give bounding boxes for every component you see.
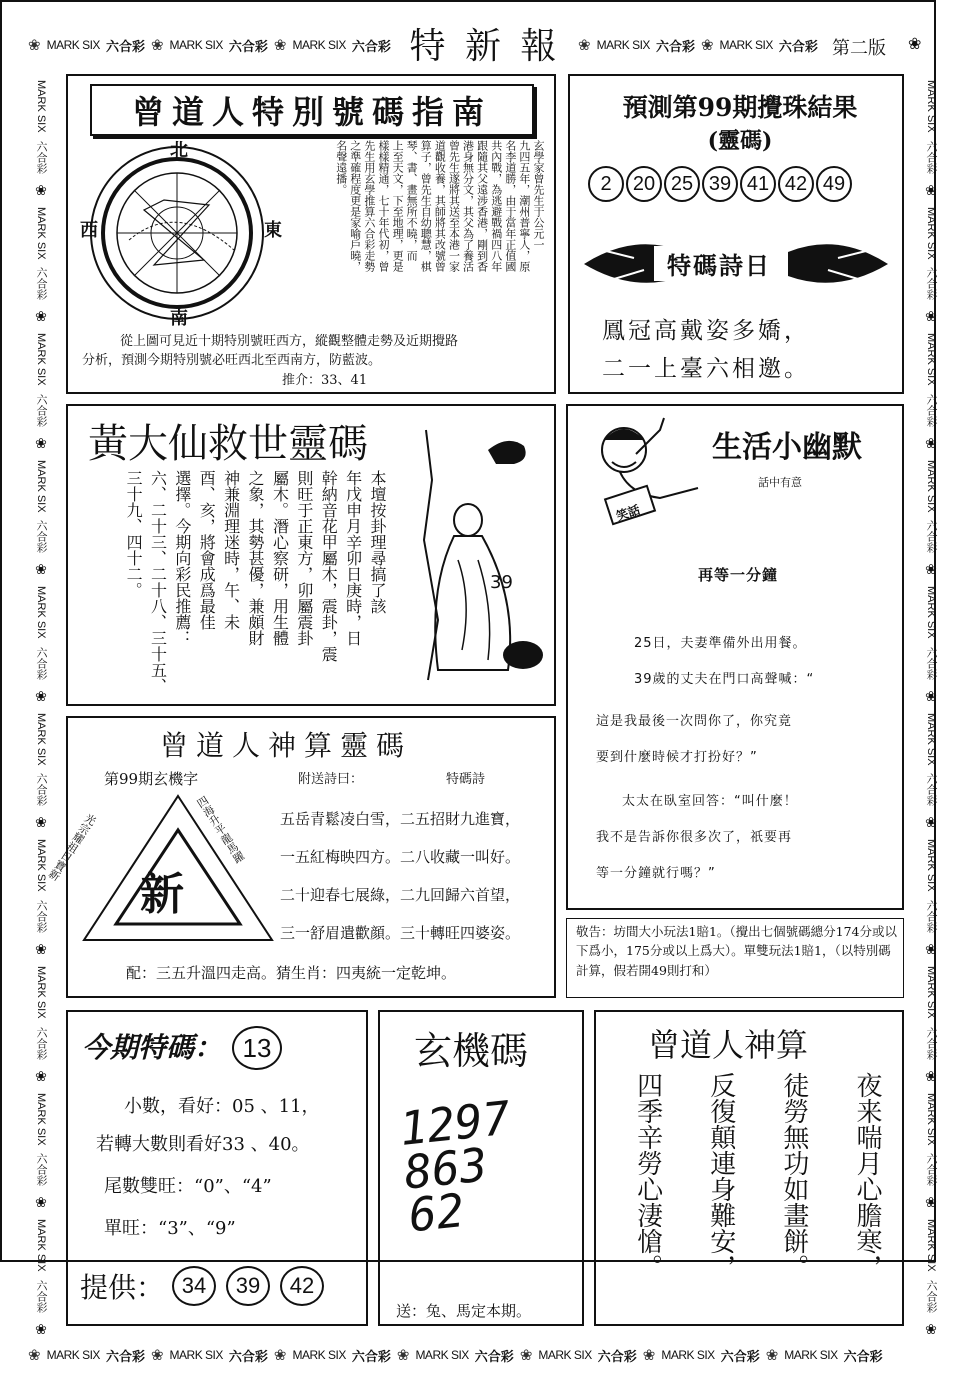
provide-ball: 42 (280, 1266, 324, 1306)
brand-en: MARK SIX (925, 586, 937, 639)
immortal-figure-illustration (398, 420, 548, 690)
brand-cn: 六合彩 (35, 140, 47, 174)
brand-cn: 六合彩 (228, 1348, 268, 1364)
brand-en: MARK SIX (925, 712, 937, 766)
guide-intro (282, 140, 544, 320)
flower-icon: ❀ (925, 1067, 937, 1084)
brand-cn: 六合彩 (228, 38, 268, 54)
brand-cn: 六合彩 (474, 1348, 514, 1364)
guide-intro-col: 港身無分文，其父為了養活 (461, 140, 475, 272)
flower-icon: ❀ (700, 37, 714, 54)
guide-analysis-1: 從上圖可見近十期特別號旺西方，縱觀整體走勢及近期攪路 (120, 334, 459, 349)
provide-label: 提供： (80, 1271, 165, 1304)
brand-en: MARK SIX (415, 1348, 469, 1362)
brand-en: MARK SIX (35, 712, 47, 766)
poem-title: 特碼詩日 (654, 246, 784, 281)
shen-col: 四季辛勞心淒愴。 (632, 1072, 663, 1280)
flower-icon: ❀ (925, 308, 937, 325)
shen-col: 反復顛連身難安， (705, 1072, 736, 1280)
brand-en: MARK SIX (661, 1348, 715, 1362)
left-brand-band (28, 80, 54, 1337)
shen-col: 徒勞無功如畫餅。 (778, 1072, 809, 1280)
brand-cn: 六合彩 (105, 1348, 145, 1364)
guide-intro-col: 玄學家曾先生于公元一 (532, 140, 545, 250)
compass-west: 西 (80, 220, 98, 241)
flower-icon: ❀ (925, 687, 937, 704)
flower-icon: ❀ (28, 1347, 41, 1364)
brand-cn: 六合彩 (925, 1279, 937, 1313)
flower-icon: ❀ (35, 1194, 47, 1211)
brand-en: MARK SIX (292, 1348, 346, 1362)
brand-cn: 六合彩 (720, 1348, 760, 1364)
special-number: 13 (232, 1026, 282, 1070)
brand-cn: 六合彩 (925, 393, 937, 427)
wong-col: 酉、亥，將會成爲最佳 (197, 470, 217, 630)
poem-line-2: 二一上臺六相邀。 (602, 356, 810, 382)
brand-en: MARK SIX (35, 586, 47, 639)
forecast-ball: 20 (626, 166, 662, 202)
brand-en: MARK SIX (925, 80, 937, 133)
brand-cn: 六合彩 (35, 267, 47, 301)
forecast-ball: 2 (588, 166, 624, 202)
page-number: 第二版 (832, 38, 886, 59)
special-line-3: 尾數雙旺：“0”、“4” (104, 1176, 272, 1197)
triangle-right-text: 四海升平龍馬躍 (193, 793, 247, 866)
story-line: 25日，夫妻準備外出用餐。 (634, 636, 807, 651)
flower-icon: ❀ (273, 1347, 287, 1364)
guide-intro-col: 琴、書、畫無所不曉，而 (405, 140, 419, 261)
brand-cn: 六合彩 (35, 1026, 47, 1060)
guide-title: 曾道人特別號碼指南 (90, 84, 534, 136)
brand-cn: 六合彩 (35, 646, 47, 680)
forecast-ball: 25 (664, 166, 700, 202)
brand-cn: 六合彩 (925, 520, 937, 554)
flower-icon: ❀ (35, 941, 47, 958)
wong-col: 之象，其勢甚優，兼頗財 (246, 470, 266, 646)
brand-en: MARK SIX (35, 839, 47, 893)
flower-icon: ❀ (35, 308, 47, 325)
guide-analysis-2: 分析，預測今期特別號必旺西北至西南方，防藍波。 (82, 353, 382, 368)
guide-intro-col: 名李道勝，由于當年正值國 (503, 140, 517, 272)
poem-label: 附送詩曰： (298, 772, 364, 787)
shensuan-line: 一五紅梅映四方。二八收藏一叫好。 (280, 848, 521, 866)
poem-line-1: 鳳冠高戴姿多嬌， (602, 318, 810, 344)
forecast-title: 預測第99期攪珠結果 (622, 93, 858, 122)
guide-intro-col: 道觀收養，其師將其改號曾 (433, 140, 447, 272)
brand-cn: 六合彩 (35, 1279, 47, 1313)
wong-col: 三十九、四十二。 (124, 470, 144, 598)
flower-icon: ❀ (35, 687, 47, 704)
humor-title: 生活小幽默 (712, 430, 862, 465)
xuanji-footer: 送：兔、馬定本期。 (396, 1302, 532, 1320)
flower-icon: ❀ (578, 37, 591, 54)
wong-col: 本壇按卦理尋搞了該 (368, 470, 387, 614)
wong-col: 屬木。潛心察研，用生體 (270, 470, 290, 646)
triangle-character: 新 (140, 869, 184, 920)
guide-intro-col: 九四五年，潮州普寧人，原 (517, 140, 531, 272)
brand-en: MARK SIX (719, 38, 773, 52)
compass-north: 北 (170, 140, 188, 161)
brand-cn: 六合彩 (35, 393, 47, 427)
brand-en: MARK SIX (925, 966, 937, 1019)
special-line-4: 單旺：“3”、“9” (104, 1218, 236, 1239)
brand-cn: 六合彩 (925, 646, 937, 680)
brand-cn: 六合彩 (925, 773, 937, 807)
guide-intro-col: 先生用玄學推算六合彩走勢 (362, 140, 376, 272)
shensuan-line: 二十迎春七展綠，二九回歸六首望， (280, 886, 521, 904)
brand-en: MARK SIX (925, 333, 937, 386)
special-line-2: 若轉大數則看好33 、40。 (96, 1134, 310, 1155)
flower-icon: ❀ (35, 434, 47, 451)
shensuan-issue: 第99期玄機字 (104, 770, 199, 788)
brand-cn: 六合彩 (843, 1348, 883, 1364)
compass-east: 東 (264, 220, 282, 241)
brand-en: MARK SIX (925, 1219, 937, 1272)
handwritten-numbers: 1297 863 62 (396, 1090, 513, 1243)
joke-badge: 笑話 (614, 502, 642, 524)
story-line: 等一分鐘就行嗎？” (596, 866, 716, 881)
image-number: 39 (490, 572, 513, 593)
poem-tag: 特碼詩 (446, 772, 486, 787)
guide-intro-col: 之準確程度更是家喻戶曉， (348, 140, 362, 272)
shen-poem (632, 1072, 882, 1312)
guide-intro-col: 上至天文，下至地理，更是 (391, 140, 405, 272)
notice-text: 敬告：坊間大小玩法1賠1。（攪出七個號碼總分174分或以下爲小，175分或以上爲大）。單雙玩法1賠1，（以特別碼計算，假若開49則打和） (576, 924, 898, 978)
humor-subtitle: 話中有意 (758, 476, 802, 489)
forecast-ball: 39 (702, 166, 738, 202)
forecast-subtitle: (靈碼) (707, 128, 773, 154)
flower-icon: ❀ (925, 181, 937, 198)
wong-col: 六、二十三、二十八、三十五、 (148, 470, 168, 694)
xuanji-title: 玄機碼 (414, 1029, 529, 1073)
flower-icon: ❀ (925, 1320, 937, 1337)
brand-cn: 六合彩 (597, 1348, 637, 1364)
brand-en: MARK SIX (925, 1092, 937, 1146)
brand-cn: 六合彩 (925, 140, 937, 174)
forecast-ball: 49 (816, 166, 852, 202)
story-line: 要到什麼時候才打扮好？” (596, 750, 758, 765)
guide-intro-col: 跟隨其父遠涉香港，剛到香 (475, 140, 489, 272)
guide-intro-col: 曾先生遂將其送至本港一家 (447, 140, 461, 272)
guide-intro-col: 樣樣精通，七十年代初，曾 (376, 140, 390, 272)
special-title: 今期特碼： (82, 1031, 223, 1064)
forecast-ball: 42 (778, 166, 814, 202)
provide-ball: 39 (226, 1266, 270, 1306)
flower-icon: ❀ (925, 561, 937, 578)
flower-icon: ❀ (35, 181, 47, 198)
triangle-left-text: 光宗耀祖日寶新 (45, 811, 99, 883)
compass-diagram (84, 140, 270, 326)
brand-en: MARK SIX (169, 38, 223, 52)
flower-icon: ❀ (35, 1320, 47, 1337)
flower-icon: ❀ (35, 1067, 47, 1084)
brand-en: MARK SIX (925, 839, 937, 893)
brand-en: MARK SIX (538, 1348, 592, 1362)
story-line: 我不是告訴你很多次了，祇要再 (596, 830, 793, 845)
brand-en: MARK SIX (925, 459, 937, 513)
brand-en: MARK SIX (596, 38, 650, 52)
brand-en: MARK SIX (46, 38, 100, 52)
wong-col: 幹納音花甲屬木，震卦，震 (319, 470, 339, 662)
flower-icon: ❀ (28, 37, 41, 54)
wong-col: 年戊申月辛卯日庚時，日 (343, 470, 363, 646)
brand-en: MARK SIX (35, 1092, 47, 1146)
brand-en: MARK SIX (35, 333, 47, 386)
flower-icon: ❀ (925, 1194, 937, 1211)
provide-ball: 34 (172, 1266, 216, 1306)
bottom-brand-band (28, 1342, 928, 1368)
flower-icon: ❀ (150, 37, 164, 54)
forecast-balls (588, 166, 888, 202)
brand-cn: 六合彩 (35, 520, 47, 554)
flower-icon: ❀ (925, 814, 937, 831)
brand-en: MARK SIX (169, 1348, 223, 1362)
flower-icon: ❀ (908, 34, 922, 53)
forecast-ball: 41 (740, 166, 776, 202)
brand-cn: 六合彩 (925, 267, 937, 301)
flower-icon: ❀ (273, 37, 287, 54)
brand-en: MARK SIX (925, 206, 937, 260)
flower-icon: ❀ (396, 1347, 410, 1364)
wong-title: 黃大仙救世靈碼 (88, 421, 368, 467)
brand-cn: 六合彩 (35, 773, 47, 807)
right-brand-band (918, 80, 944, 1337)
story-line: 太太在臥室回答：“叫什麼！ (622, 794, 798, 809)
brand-en: MARK SIX (35, 966, 47, 1019)
wong-col: 則旺于正東方，卯屬震卦 (294, 470, 314, 646)
brand-cn: 六合彩 (105, 38, 145, 54)
wong-col: 神兼淵理迷時，午、未 (221, 470, 241, 630)
story-title: 再等一分鐘 (698, 566, 779, 584)
brand-en: MARK SIX (35, 459, 47, 513)
brand-en: MARK SIX (35, 1219, 47, 1272)
top-brand-band-right (578, 32, 826, 58)
brand-en: MARK SIX (46, 1348, 100, 1362)
story-line: 39歲的丈夫在門口高聲喊：“ (634, 672, 815, 687)
guide-intro-col: 算子，曾先生自幼聰慧，棋 (419, 140, 433, 272)
shensuan-line: 五岳青鬆凌白雪，二五招財九進寶， (280, 810, 521, 828)
brand-cn: 六合彩 (351, 1348, 391, 1364)
shensuan-footer: 配：三五升溫四走高。猜生肖：四夷統一定乾坤。 (126, 964, 457, 982)
flower-icon: ❀ (150, 1347, 164, 1364)
shen-title: 曾道人神算 (648, 1026, 809, 1064)
guide-intro-col: 名聲遠播。 (334, 140, 348, 195)
brand-cn: 六合彩 (655, 38, 695, 54)
flower-icon: ❀ (642, 1347, 656, 1364)
brand-cn: 六合彩 (351, 38, 391, 54)
flower-icon: ❀ (765, 1347, 779, 1364)
top-brand-band-left (28, 32, 391, 58)
wong-col: 選擇。今期向彩民推薦： (172, 470, 192, 646)
guide-intro-col: 共內戰，為逃避戰禍四八年 (489, 140, 503, 272)
provide-balls (172, 1266, 326, 1306)
compass-south: 南 (170, 308, 188, 329)
brand-cn: 六合彩 (35, 1153, 47, 1187)
flower-icon: ❀ (925, 941, 937, 958)
flower-icon: ❀ (519, 1347, 533, 1364)
brand-cn: 六合彩 (925, 900, 937, 934)
brand-en: MARK SIX (292, 38, 346, 52)
brand-en: MARK SIX (35, 206, 47, 260)
guide-recommend: 推介：33、41 (282, 373, 368, 388)
story-line: 這是我最後一次問你了，你究竟 (596, 714, 793, 729)
brand-cn: 六合彩 (35, 900, 47, 934)
brand-cn: 六合彩 (925, 1026, 937, 1060)
brand-cn: 六合彩 (925, 1153, 937, 1187)
shensuan-line: 三一舒眉遣歡顔。三十轉旺四婆姿。 (280, 924, 521, 942)
brand-en: MARK SIX (784, 1348, 838, 1362)
cartoon-man-illustration (590, 414, 710, 524)
masthead-title: 特 新 報 (409, 25, 561, 67)
special-line-1: 小數，看好：05 、11， (124, 1096, 320, 1117)
flower-icon: ❀ (35, 561, 47, 578)
brand-cn: 六合彩 (778, 38, 818, 54)
shensuan-title: 曾道人神算靈碼 (160, 729, 413, 762)
wong-text (96, 470, 386, 698)
brand-en: MARK SIX (35, 80, 47, 133)
flower-icon: ❀ (925, 434, 937, 451)
flower-icon: ❀ (35, 814, 47, 831)
shen-col: 夜来喘月心膽寒， (852, 1072, 882, 1280)
